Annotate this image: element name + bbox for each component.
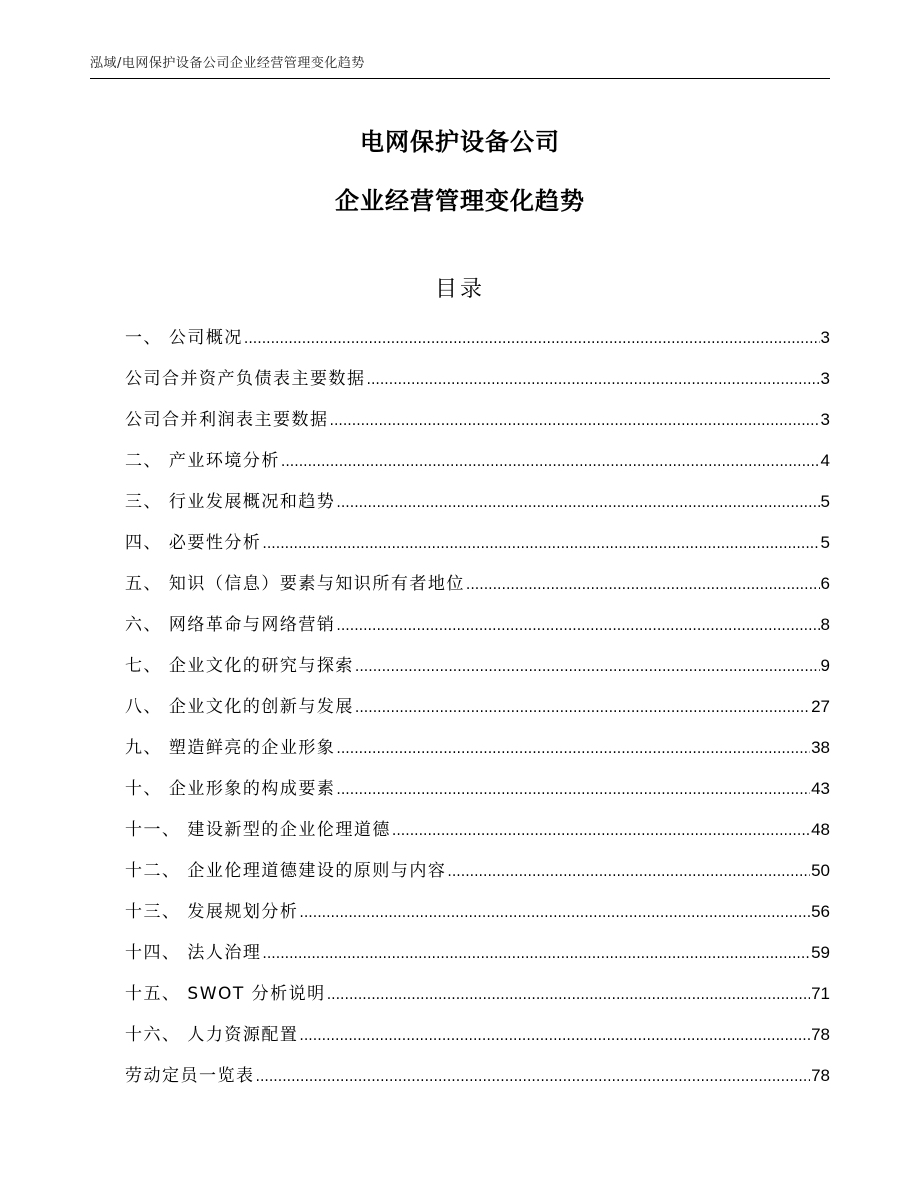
- toc-entry[interactable]: [125, 774, 830, 815]
- toc-entry[interactable]: [125, 528, 830, 569]
- toc-dot-leader: [447, 864, 810, 880]
- toc-entry-label: 公司合并资产负债表主要数据: [125, 369, 366, 389]
- toc-entry[interactable]: [125, 405, 830, 446]
- toc-heading: 目录: [434, 277, 485, 302]
- toc-entry[interactable]: [125, 1061, 830, 1102]
- toc-dot-leader: [336, 741, 810, 757]
- toc-entry[interactable]: [125, 487, 830, 528]
- toc-dot-leader: [367, 372, 820, 388]
- toc-dot-leader: [262, 946, 810, 962]
- toc-dot-leader: [244, 331, 820, 347]
- toc-entry[interactable]: [125, 897, 830, 938]
- toc-entry-label: 四、 必要性分析: [125, 533, 262, 553]
- toc-entry-label: 六、 网络革命与网络营销: [125, 615, 336, 635]
- toc-entry-label: 七、 企业文化的研究与探索: [125, 656, 354, 676]
- toc-dot-leader: [256, 1069, 811, 1085]
- toc-entry[interactable]: [125, 979, 830, 1020]
- toc-page-number: 8: [820, 615, 830, 634]
- toc-dot-leader: [336, 495, 819, 511]
- toc-dot-leader: [330, 413, 820, 429]
- toc-dot-leader: [336, 782, 810, 798]
- toc-entry-label: 十六、 人力资源配置: [125, 1025, 299, 1045]
- toc-entry-label: 九、 塑造鲜亮的企业形象: [125, 738, 336, 758]
- toc-entry[interactable]: [125, 323, 830, 364]
- toc-entry[interactable]: [125, 569, 830, 610]
- toc-page-number: 3: [820, 328, 830, 347]
- toc-page-number: 78: [811, 1066, 830, 1085]
- toc-entry-label: 五、 知识（信息）要素与知识所有者地位: [125, 574, 465, 594]
- toc-page-number: 27: [811, 697, 830, 716]
- toc-entry-label: 八、 企业文化的创新与发展: [125, 697, 354, 717]
- toc-entry[interactable]: [125, 815, 830, 856]
- document-title: 电网保护设备公司: [360, 128, 560, 156]
- toc-page-number: 50: [811, 861, 830, 880]
- document-subtitle: 企业经营管理变化趋势: [335, 187, 585, 215]
- toc-entry[interactable]: [125, 856, 830, 897]
- toc-entry-label: 十四、 法人治理: [125, 943, 262, 963]
- toc-page-number: 3: [820, 410, 830, 429]
- toc-entry[interactable]: [125, 364, 830, 405]
- toc-entry-label: 三、 行业发展概况和趋势: [125, 492, 336, 512]
- toc-page-number: 43: [811, 779, 830, 798]
- toc-dot-leader: [262, 536, 819, 552]
- toc-page-number: 48: [811, 820, 830, 839]
- toc-entry-label: 十一、 建设新型的企业伦理道德: [125, 820, 391, 840]
- toc-entry[interactable]: [125, 610, 830, 651]
- toc-entry[interactable]: [125, 1020, 830, 1061]
- toc-entry-label: 十三、 发展规划分析: [125, 902, 299, 922]
- toc-page-number: 38: [811, 738, 830, 757]
- toc-page-number: 4: [820, 451, 830, 470]
- toc-dot-leader: [466, 577, 820, 593]
- toc-page-number: 56: [811, 902, 830, 921]
- toc-dot-leader: [336, 618, 819, 634]
- toc-entry-label: 十五、 SWOT 分析说明: [125, 984, 326, 1004]
- toc-entry-label: 十、 企业形象的构成要素: [125, 779, 336, 799]
- toc-page-number: 59: [811, 943, 830, 962]
- toc-dot-leader: [392, 823, 810, 839]
- toc-page-number: 5: [820, 533, 830, 552]
- toc-dot-leader: [299, 905, 810, 921]
- table-of-contents: [125, 323, 830, 1102]
- toc-dot-leader: [281, 454, 820, 470]
- toc-page-number: 9: [820, 656, 830, 675]
- toc-dot-leader: [299, 1028, 810, 1044]
- toc-entry[interactable]: [125, 938, 830, 979]
- header-divider: [90, 78, 830, 79]
- toc-entry-label: 劳动定员一览表: [125, 1066, 255, 1086]
- toc-dot-leader: [355, 659, 820, 675]
- toc-entry[interactable]: [125, 733, 830, 774]
- toc-entry[interactable]: [125, 692, 830, 733]
- toc-entry[interactable]: [125, 446, 830, 487]
- toc-entry-label: 公司合并利润表主要数据: [125, 410, 329, 430]
- toc-page-number: 78: [811, 1025, 830, 1044]
- toc-entry[interactable]: [125, 651, 830, 692]
- toc-dot-leader: [355, 700, 810, 716]
- toc-page-number: 3: [820, 369, 830, 388]
- toc-dot-leader: [327, 987, 810, 1003]
- toc-page-number: 71: [811, 984, 830, 1003]
- toc-page-number: 5: [820, 492, 830, 511]
- running-header: 泓域/电网保护设备公司企业经营管理变化趋势: [90, 56, 365, 71]
- toc-page-number: 6: [820, 574, 830, 593]
- toc-entry-label: 二、 产业环境分析: [125, 451, 280, 471]
- toc-entry-label: 一、 公司概况: [125, 328, 243, 348]
- toc-entry-label: 十二、 企业伦理道德建设的原则与内容: [125, 861, 447, 881]
